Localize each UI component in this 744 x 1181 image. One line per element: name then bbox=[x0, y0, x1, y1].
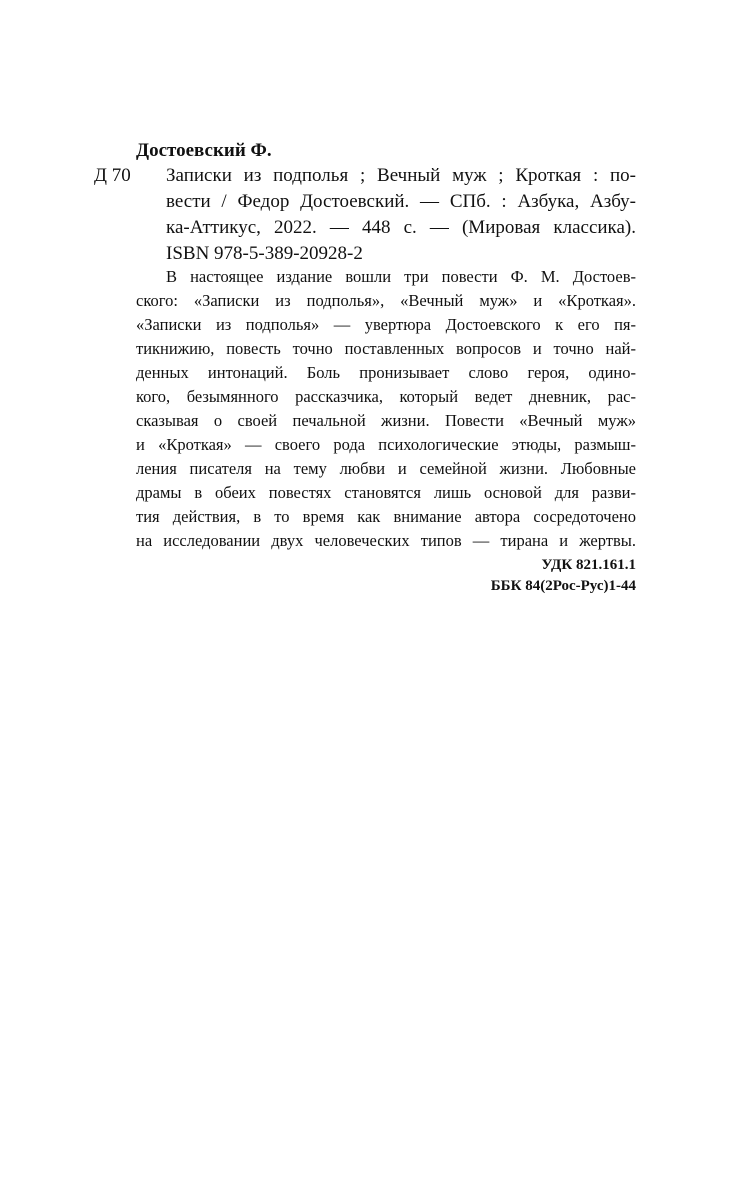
annotation-line: тикнижию, повесть точно поставленных вопросов и точно най- bbox=[136, 339, 636, 358]
classification-code: Д 70 bbox=[94, 165, 131, 186]
annotation-line: и «Кроткая» — своего рода психологические этюды, размыш- bbox=[136, 435, 636, 454]
author-heading: Достоевский Ф. bbox=[136, 140, 272, 161]
annotation-line: денных интонаций. Боль пронизывает слово героя, одино- bbox=[136, 363, 636, 382]
annotation-line: В настоящее издание вошли три повести Ф. М. Достоев- bbox=[166, 267, 636, 286]
biblio-line: вести / Федор Достоевский. — СПб. : Азбука, Азбу- bbox=[166, 191, 636, 212]
annotation-line: драмы в обеих повестях становятся лишь основой для разви- bbox=[136, 483, 636, 502]
annotation-line: ского: «Записки из подполья», «Вечный муж» и «Кроткая». bbox=[136, 291, 636, 310]
annotation-line: кого, безымянного рассказчика, который ведет дневник, рас- bbox=[136, 387, 636, 406]
biblio-line: ка-Аттикус, 2022. — 448 с. — (Мировая классика). bbox=[166, 217, 636, 238]
biblio-line: Записки из подполья ; Вечный муж ; Кроткая : по- bbox=[166, 165, 636, 186]
bbk-index: ББК 84(2Рос-Рус)1-44 bbox=[490, 578, 636, 594]
isbn: ISBN 978-5-389-20928-2 bbox=[166, 243, 363, 264]
annotation-line: «Записки из подполья» — увертюра Достоевского к его пя- bbox=[136, 315, 636, 334]
udk-index: УДК 821.161.1 bbox=[541, 557, 636, 573]
annotation-line: на исследовании двух человеческих типов — тирана и жертвы. bbox=[136, 531, 636, 550]
annotation-line: ления писателя на тему любви и семейной жизни. Любовные bbox=[136, 459, 636, 478]
annotation-line: тия действия, в то время как внимание автора сосредоточено bbox=[136, 507, 636, 526]
annotation-line: сказывая о своей печальной жизни. Повести «Вечный муж» bbox=[136, 411, 636, 430]
